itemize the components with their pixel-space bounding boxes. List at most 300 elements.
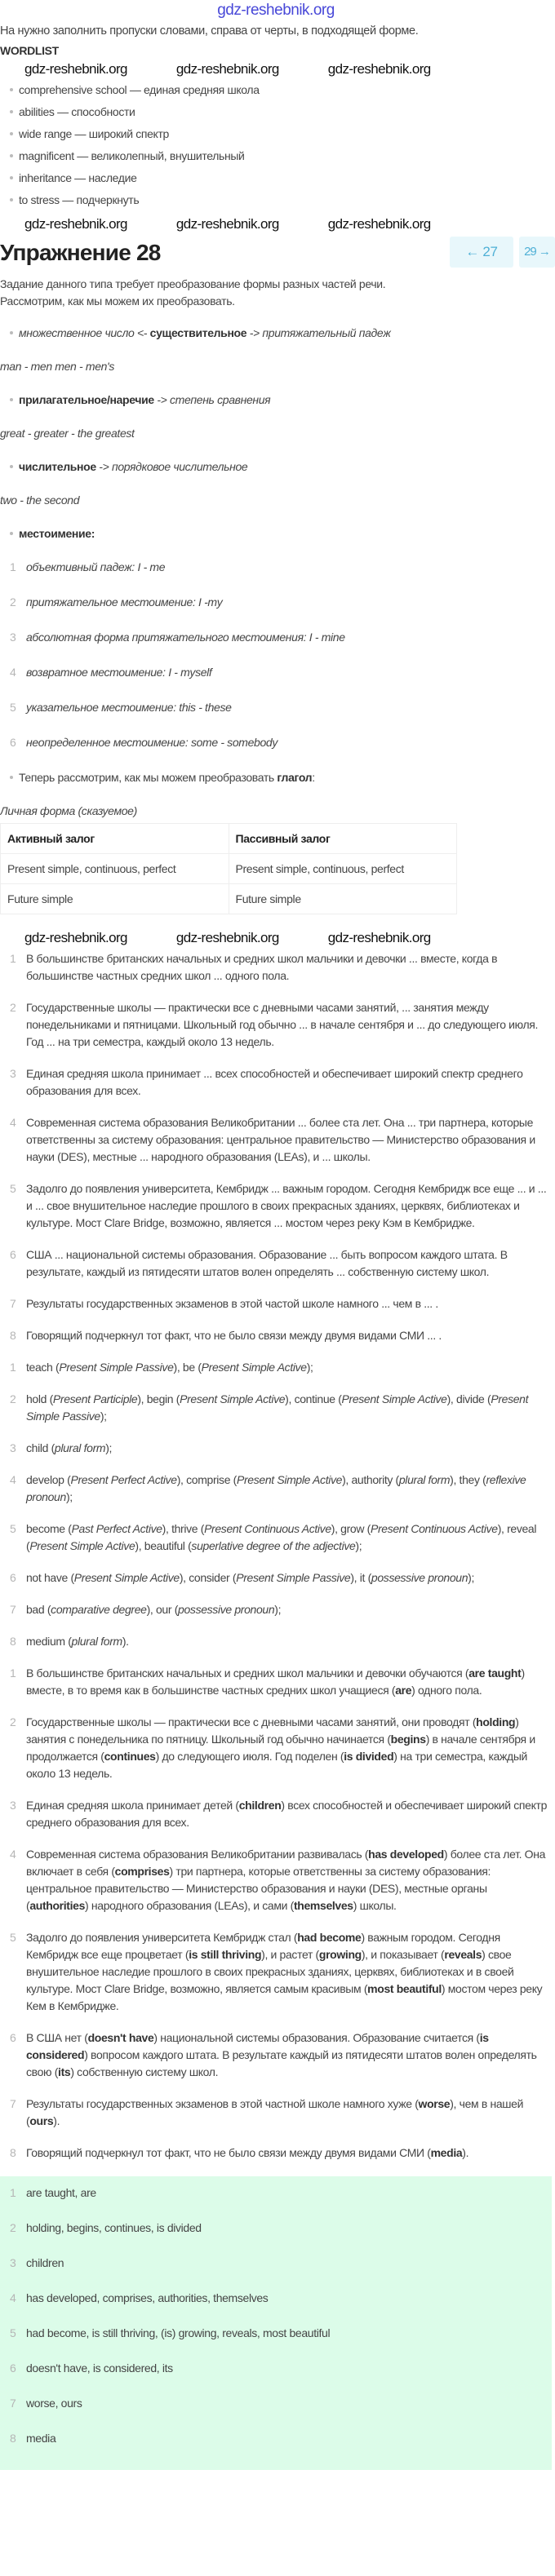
item-number: 1 — [10, 2186, 16, 2199]
text-segment: Задолго до появления университета Кембридж стал ( — [26, 1931, 298, 1944]
wordlist-text: wide range — широкий спектр — [19, 127, 169, 140]
bold-text: authorities — [29, 1899, 86, 1912]
watermark-text: gdz-reshebnik.org — [327, 930, 431, 945]
item-number: 7 — [10, 1297, 16, 1310]
text-segment: ), consider ( — [179, 1571, 237, 1584]
watermark-text: gdz-reshebnik.org — [327, 61, 431, 77]
text-segment: США ... национальной системы образования. Образование ... быть вопросом каждого штата. В результате, каждый из пятидесяти штатов волен определять ... собственную систему школ. — [26, 1248, 508, 1278]
bullet-icon — [10, 532, 13, 535]
bold-text: begins — [390, 1733, 426, 1746]
item-number: 6 — [10, 2361, 16, 2375]
text-segment: Государственные школы — практически все с дневными часами занятий, они проводят ( — [26, 1715, 477, 1728]
wordlist-item — [10, 126, 552, 148]
task-item — [10, 1246, 552, 1281]
table-row — [1, 854, 457, 884]
table-cell: Future simple — [1, 884, 229, 914]
watermark-text: gdz-reshebnik.org — [24, 61, 127, 77]
item-number: 3 — [10, 1441, 16, 1454]
table-row — [1, 884, 457, 914]
italic-text: plural form — [54, 1441, 106, 1454]
text-segment: ) важным городом. Сегодня Кембридж все еще процветает ( — [26, 1931, 500, 1961]
hint-item — [10, 1569, 552, 1587]
wordlist-item — [10, 82, 552, 104]
item-number: 7 — [10, 2397, 16, 2410]
answer-item-text: had become, is still thriving, (is) growing, reveals, most beautiful — [26, 2326, 331, 2339]
answer-item — [10, 2360, 552, 2377]
text-segment: ), и показывает ( — [361, 1948, 445, 1961]
bold-text: прилагательное/наречие — [19, 393, 154, 406]
grammar-example: two - the second — [0, 494, 80, 507]
bullet-icon — [10, 88, 13, 91]
text-segment: ). — [53, 2114, 60, 2127]
wordlist — [0, 82, 552, 214]
wordlist-text: abilities — способности — [19, 105, 135, 118]
answer-item — [10, 2255, 552, 2272]
wordlist-text: to stress — подчеркнуть — [19, 193, 140, 206]
text-segment: ) до следующего июля. Год поделен ( — [155, 1750, 344, 1763]
item-number: 2 — [10, 1392, 16, 1405]
item-number: 4 — [10, 1116, 16, 1129]
italic-text: comparative degree — [51, 1603, 147, 1616]
bold-text: is still thriving — [189, 1948, 262, 1961]
italic-text: Present Continuous Active — [370, 1522, 498, 1535]
hint-item — [10, 1633, 552, 1650]
hint-item-text — [26, 1359, 552, 1376]
bold-text: числительное — [19, 460, 96, 473]
text-segment: ), begin ( — [137, 1392, 180, 1405]
text-segment: ), grow ( — [331, 1522, 371, 1535]
hint-item-text — [26, 1569, 552, 1587]
translation-item — [10, 1929, 552, 2015]
italic-text: Present Simple Passive — [59, 1361, 174, 1374]
text-segment: ) собственную систему школ. — [70, 2065, 219, 2078]
text-segment: Теперь рассмотрим, как мы можем преобразовать — [19, 771, 278, 784]
task-item-text — [26, 1246, 552, 1281]
italic-text: Present Simple Passive — [26, 1392, 529, 1423]
text-segment: Говорящий подчеркнул тот факт, что не было связи между двумя видами СМИ ... . — [26, 1329, 442, 1342]
item-number: 3 — [10, 631, 16, 644]
text-segment: ), it ( — [350, 1571, 371, 1584]
pronoun-item — [10, 629, 552, 646]
hint-item-text — [26, 1601, 552, 1618]
translation-item — [10, 1846, 552, 1914]
hint-item — [10, 1520, 552, 1555]
watermark-row — [0, 929, 552, 947]
item-number: 8 — [10, 2146, 16, 2159]
wordlist-text: magnificent — великолепный, внушительный — [19, 149, 245, 162]
text-segment: ), continue ( — [285, 1392, 342, 1405]
answer-item-text: worse, ours — [26, 2397, 82, 2410]
wordlist-text: comprehensive school — единая средняя школа — [19, 83, 260, 96]
pronoun-list — [0, 559, 552, 751]
bold-text: comprises — [114, 1865, 170, 1878]
bold-text: местоимение: — [19, 527, 95, 540]
translation-item-text — [26, 1665, 552, 1699]
grammar-bullet — [10, 458, 552, 476]
text-segment: Задолго до появления университета, Кембридж ... важным городом. Сегодня Кембридж все еще ... и ... и ... свое внушительное наследие прошлого в своих прекрасных зданиях, церквях, библиотеках и культуре. Мост Clare Bridge, возможно, является ... мостом через реку Кэм в Кембридже. — [26, 1182, 547, 1229]
hint-item-text — [26, 1633, 552, 1650]
pronoun-text: объективный падеж: I - me — [26, 560, 166, 573]
site-logo-watermark: gdz-reshebnik.org — [217, 2, 335, 19]
bullet-icon — [10, 198, 13, 201]
task-item — [10, 1180, 552, 1232]
text-segment: medium ( — [26, 1635, 72, 1648]
pronoun-text: возвратное местоимение: I - myself — [26, 666, 212, 679]
bold-text: most beautiful — [367, 1982, 442, 1995]
answer-item-text: has developed, comprises, authorities, themselves — [26, 2291, 269, 2304]
bold-text: ours — [29, 2114, 54, 2127]
grammar-example: great - greater - the greatest — [0, 427, 135, 440]
bullet-icon — [10, 776, 13, 779]
item-number: 8 — [10, 2432, 16, 2445]
text-segment: teach ( — [26, 1361, 60, 1374]
text-segment: not have ( — [26, 1571, 74, 1584]
translation-item-text — [26, 1846, 552, 1914]
item-number: 5 — [10, 1931, 16, 1944]
translation-item — [10, 2096, 552, 2130]
text-segment: ) мостом через реку Кем в Кембридже. — [26, 1982, 543, 2012]
answer-item-text: media — [26, 2432, 56, 2445]
translation-item-text — [26, 2096, 552, 2130]
italic-text: -> порядковое числительное — [95, 460, 248, 473]
bold-text: are taught — [468, 1666, 522, 1680]
task-item — [10, 1065, 552, 1100]
grammar-notes — [0, 325, 552, 542]
text-segment: ), beautiful ( — [135, 1539, 192, 1552]
item-number: 1 — [10, 952, 16, 965]
translation-item — [10, 2029, 552, 2081]
grammar-bullet — [10, 392, 552, 409]
text-segment: ). — [462, 2146, 469, 2159]
pronoun-item — [10, 594, 552, 611]
translation-item-text — [26, 1797, 552, 1831]
translation-item-text — [26, 2144, 552, 2162]
answer-item — [10, 2430, 552, 2447]
hint-item-text — [26, 1440, 552, 1457]
text-segment: В большинстве британских начальных и средних школ мальчики и девочки ... вместе, когда в большинстве частных средних школ ... одного пола. — [26, 952, 498, 982]
item-number: 4 — [10, 2291, 16, 2304]
answer-item — [10, 2290, 552, 2307]
item-number: 3 — [10, 1799, 16, 1812]
verb-bullet — [10, 769, 552, 786]
task-item — [10, 1114, 552, 1166]
text-segment: ) занятия с понедельника по пятницу. Школьный год обычно начинается ( — [26, 1715, 519, 1746]
italic-text: -> степень сравнения — [153, 393, 271, 406]
bold-text: themselves — [293, 1899, 353, 1912]
text-segment: ), they ( — [450, 1473, 486, 1486]
translation-list — [0, 1665, 552, 2162]
answer-item — [10, 2220, 552, 2237]
italic-text: Present Simple Active — [73, 1571, 180, 1584]
bold-text: worse — [418, 2097, 451, 2110]
bullet-icon — [10, 154, 13, 157]
answer-list — [0, 2176, 552, 2470]
text-segment: Единая средняя школа принимает ... всех способностей и обеспечивает широкий спектр среднего образования для всех. — [26, 1067, 523, 1097]
text-segment: ) школы. — [353, 1899, 397, 1912]
bold-text: is divided — [344, 1750, 394, 1763]
italic-text: Present Perfect Active — [70, 1473, 177, 1486]
text-segment: Результаты государственных экзаменов в этой частой школе намного ... чем в ... . — [26, 1297, 438, 1310]
hint-item-text — [26, 1391, 552, 1425]
translation-item-text — [26, 2029, 552, 2081]
answer-item-text: children — [26, 2256, 64, 2269]
item-number: 2 — [10, 2221, 16, 2234]
hint-item — [10, 1440, 552, 1457]
bullet-icon — [10, 110, 13, 113]
pronoun-item — [10, 664, 552, 681]
grammar-bullet — [10, 525, 552, 542]
bold-text: children — [238, 1799, 282, 1812]
bold-text: are — [395, 1684, 412, 1697]
hint-item — [10, 1359, 552, 1376]
answer-item-text: are taught, are — [26, 2186, 96, 2199]
text-segment: В США нет ( — [26, 2031, 88, 2044]
item-number: 6 — [10, 1571, 16, 1584]
translation-item-text — [26, 1714, 552, 1782]
text-segment: ); — [468, 1571, 475, 1584]
hint-item — [10, 1391, 552, 1425]
italic-text: plural form — [71, 1635, 122, 1648]
pronoun-item — [10, 699, 552, 716]
exercise-header — [0, 237, 552, 272]
text-segment: Современная система образования Великобритании развивалась ( — [26, 1848, 369, 1861]
bold-text: глагол — [277, 771, 313, 784]
italic-text: Past Perfect Active — [71, 1522, 162, 1535]
answer-item — [10, 2184, 552, 2202]
answer-item — [10, 2395, 552, 2412]
italic-text: superlative degree of the adjective — [191, 1539, 356, 1552]
pronoun-text: указательное местоимение: this - these — [26, 701, 232, 714]
item-number: 5 — [10, 1182, 16, 1195]
table-header-row — [1, 824, 457, 854]
item-number: 6 — [10, 736, 16, 749]
wordlist-title: WORDLIST — [0, 44, 59, 57]
text-segment: ), comprise ( — [176, 1473, 237, 1486]
watermark-text: gdz-reshebnik.org — [175, 216, 279, 232]
item-number: 6 — [10, 2031, 16, 2044]
text-segment: ) вместе, в то время как в большинстве частных средних школ учащиеся ( — [26, 1666, 525, 1697]
table-cell: Future simple — [229, 884, 457, 914]
item-number: 1 — [10, 1361, 16, 1374]
hint-item — [10, 1601, 552, 1618]
text-segment: Говорящий подчеркнул тот факт, что не было связи между двумя видами СМИ ( — [26, 2146, 431, 2159]
italic-text: possessive pronoun — [371, 1571, 468, 1584]
watermark-row — [0, 215, 552, 233]
wordlist-item — [10, 170, 552, 192]
italic-text: Present Simple Active — [201, 1361, 307, 1374]
exercise-title: Упражнение 28 — [0, 240, 161, 265]
pronoun-text: абсолютная форма притяжательного местоимения: I - mine — [26, 631, 345, 644]
watermark-text: gdz-reshebnik.org — [24, 930, 127, 945]
task-item-text — [26, 999, 552, 1051]
text-segment: hold ( — [26, 1392, 53, 1405]
answer-item-text: holding, begins, continues, is divided — [26, 2221, 202, 2234]
text-segment: ), reveal ( — [26, 1522, 537, 1552]
italic-text: множественное число <- — [19, 326, 150, 339]
watermark-text: gdz-reshebnik.org — [327, 216, 431, 232]
bold-text: doesn't have — [87, 2031, 154, 2044]
text-segment: Государственные школы — практически все с дневными часами занятий, ... занятия между понедельниками и пятницами. Школьный год обычно ... в начале сентября и ... до следующего июля. Год ... на три семестра, каждый около 13 недель. — [26, 1001, 539, 1048]
text-segment: ); — [100, 1410, 107, 1423]
italic-text: possessive pronoun — [178, 1603, 275, 1616]
hint-list — [0, 1359, 552, 1650]
text-segment: Единая средняя школа принимает детей ( — [26, 1799, 239, 1812]
item-number: 1 — [10, 560, 16, 573]
item-number: 8 — [10, 1329, 16, 1342]
hint-item-text — [26, 1520, 552, 1555]
bullet-icon — [10, 398, 13, 401]
translation-item — [10, 2144, 552, 2162]
text-segment: ), authority ( — [342, 1473, 399, 1486]
wordlist-item — [10, 192, 552, 214]
next-exercise-button[interactable]: 29 → — [519, 237, 555, 268]
translation-item — [10, 1714, 552, 1782]
item-number: 4 — [10, 1848, 16, 1861]
hint-item — [10, 1472, 552, 1506]
item-number: 5 — [10, 701, 16, 714]
table-header: Пассивный залог — [229, 824, 457, 854]
text-segment: ) вопросом каждого штата. В результате каждый из пятидесяти штатов волен определять свою ( — [26, 2048, 537, 2078]
text-segment: : — [312, 771, 315, 784]
text-segment: ) в начале сентября и продолжается ( — [26, 1733, 535, 1763]
prev-exercise-button[interactable]: ← 27 — [450, 237, 513, 268]
answer-item — [10, 2325, 552, 2342]
task-item-text — [26, 1180, 552, 1232]
text-segment: ) одного пола. — [411, 1684, 482, 1697]
italic-text: Present Simple Active — [29, 1539, 135, 1552]
task-item — [10, 1327, 552, 1344]
text-segment: ) национальной системы образования. Образование считается ( — [153, 2031, 480, 2044]
translation-item — [10, 1797, 552, 1831]
table-header: Активный залог — [1, 824, 229, 854]
item-number: 1 — [10, 1666, 16, 1680]
text-segment: ), our ( — [146, 1603, 179, 1616]
wordlist-item — [10, 104, 552, 126]
bullet-icon — [10, 176, 13, 179]
bold-text: its — [58, 2065, 71, 2078]
pronoun-item — [10, 734, 552, 751]
italic-text: reflexive pronoun — [26, 1473, 526, 1503]
italic-text: Present Simple Active — [237, 1473, 343, 1486]
italic-text: Present Participle — [52, 1392, 138, 1405]
pronoun-text: неопределенное местоимение: some - somebody — [26, 736, 278, 749]
task-item-text — [26, 950, 552, 985]
text-segment: ); — [65, 1490, 73, 1503]
item-number: 4 — [10, 1473, 16, 1486]
item-number: 6 — [10, 1248, 16, 1261]
text-segment: ); — [355, 1539, 362, 1552]
text-segment: ). — [122, 1635, 129, 1648]
item-number: 4 — [10, 666, 16, 679]
item-number: 3 — [10, 2256, 16, 2269]
text-segment: child ( — [26, 1441, 55, 1454]
task-item-text — [26, 1065, 552, 1100]
item-number: 5 — [10, 2326, 16, 2339]
translation-item-text — [26, 1929, 552, 2015]
grammar-example: man - men men - men's — [0, 360, 115, 373]
watermark-text: gdz-reshebnik.org — [175, 930, 279, 945]
bold-text: continues — [104, 1750, 156, 1763]
italic-text: Present Simple Active — [341, 1392, 447, 1405]
text-segment: ) народного образования (LEAs), и сами ( — [85, 1899, 294, 1912]
task-item-text — [26, 1114, 552, 1166]
watermark-text: gdz-reshebnik.org — [24, 216, 127, 232]
instruction: На нужно заполнить пропуски словами, справа от черты, в подходящей форме. — [0, 24, 419, 38]
italic-text: Present Simple Active — [180, 1392, 286, 1405]
text-segment: ) всех способностей и обеспечивает широкий спектр среднего образования для всех. — [26, 1799, 548, 1829]
wordlist-item — [10, 148, 552, 170]
text-segment: Результаты государственных экзаменов в этой частной школе намного хуже ( — [26, 2097, 419, 2110]
text-segment: become ( — [26, 1522, 72, 1535]
text-segment: ), и растет ( — [261, 1948, 319, 1961]
bold-text: growing — [318, 1948, 362, 1961]
bullet-icon — [10, 132, 13, 135]
intro-line: Задание данного типа требует преобразование формы разных частей речи. — [0, 277, 386, 290]
italic-text: plural form — [398, 1473, 451, 1486]
pronoun-text: притяжательное местоимение: I -my — [26, 595, 223, 609]
exercise-content — [0, 276, 552, 2470]
pronoun-item — [10, 559, 552, 576]
bold-text: media — [430, 2146, 463, 2159]
text-segment: ), be ( — [173, 1361, 202, 1374]
bold-text: has developed — [368, 1848, 444, 1861]
table-cell: Present simple, continuous, perfect — [1, 854, 229, 884]
text-segment: ), divide ( — [446, 1392, 491, 1405]
text-segment: В большинстве британских начальных и средних школ мальчики и девочки обучаются ( — [26, 1666, 469, 1680]
task-item-text — [26, 1327, 552, 1344]
translation-item — [10, 1665, 552, 1699]
item-number: 2 — [10, 1001, 16, 1014]
item-number: 2 — [10, 595, 16, 609]
italic-text: -> притяжательный падеж — [246, 326, 391, 339]
item-number: 7 — [10, 2097, 16, 2110]
verb-caption: Личная форма (сказуемое) — [0, 804, 137, 817]
text-segment: ); — [274, 1603, 282, 1616]
task-item — [10, 950, 552, 985]
grammar-bullet — [10, 325, 552, 342]
text-segment: develop ( — [26, 1473, 71, 1486]
watermark-row — [0, 60, 552, 78]
italic-text: Present Continuous Active — [204, 1522, 331, 1535]
item-number: 8 — [10, 1635, 16, 1648]
text-segment: ); — [306, 1361, 313, 1374]
item-number: 7 — [10, 1603, 16, 1616]
task-item — [10, 1295, 552, 1312]
watermark-text: gdz-reshebnik.org — [175, 61, 279, 77]
task-item-text — [26, 1295, 552, 1312]
item-number: 2 — [10, 1715, 16, 1728]
text-segment: Современная система образования Великобритании ... более ста лет. Она ... три партнера, которые ответственны за систему образования: центральное правительство — Министерство образования и науки (DES), местные ... народного образования (LEAs), и ... школы. — [26, 1116, 535, 1163]
intro-line: Рассмотрим, как мы можем их преобразовать. — [0, 294, 235, 308]
bold-text: holding — [476, 1715, 516, 1728]
hint-item-text — [26, 1472, 552, 1506]
bullet-icon — [10, 331, 13, 334]
item-number: 3 — [10, 1067, 16, 1080]
task-list — [0, 950, 552, 1344]
table-cell: Present simple, continuous, perfect — [229, 854, 457, 884]
italic-text: Present Simple Passive — [236, 1571, 351, 1584]
text-segment: ) более ста лет. Она включает в себя ( — [26, 1848, 546, 1878]
text-segment: ), thrive ( — [162, 1522, 205, 1535]
text-segment: ) свое внушительное наследие прошлого в своих прекрасных зданиях, церквях, библиотеках и в своей культуре. Мост Clare Bridge, возможно, является самым красивым ( — [26, 1948, 514, 1995]
bold-text: reveals — [444, 1948, 482, 1961]
item-number: 5 — [10, 1522, 16, 1535]
voice-table — [0, 823, 457, 914]
task-item — [10, 999, 552, 1051]
answer-item-text: doesn't have, is considered, its — [26, 2361, 173, 2375]
text-segment: bad ( — [26, 1603, 51, 1616]
bullet-icon — [10, 465, 13, 468]
